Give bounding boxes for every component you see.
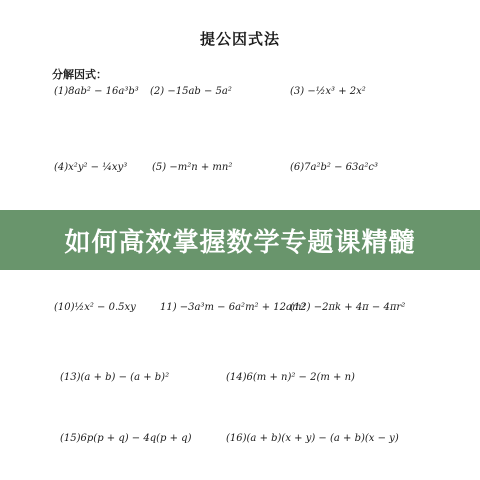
problem-16: (16)(a + b)(x + y) − (a + b)(x − y) (226, 433, 399, 444)
problem-5: (5) −m²n + mn² (152, 162, 233, 173)
worksheet-subtitle: 分解因式： (52, 68, 107, 81)
worksheet-title: 提公因式法 (199, 30, 280, 48)
problem-11: 11) −3a³m − 6a²m² + 12am³ (160, 302, 306, 313)
problem-15: (15)6p(p + q) − 4q(p + q) (60, 433, 192, 444)
problem-6: (6)7a²b² − 63a²c³ (290, 162, 378, 173)
banner-title: 如何高效掌握数学专题课精髓 (64, 227, 416, 258)
problem-1: (1)8ab² − 16a³b³ (54, 86, 139, 97)
problem-10: (10)½x² − 0.5xy (54, 302, 136, 313)
problem-13: (13)(a + b) − (a + b)² (60, 372, 170, 383)
overlay-banner (0, 210, 480, 270)
problem-3: (3) −½x³ + 2x² (290, 86, 366, 97)
problem-2: (2) −15ab − 5a² (150, 86, 232, 97)
problem-4: (4)x²y² − ¼xy³ (54, 162, 128, 173)
problem-12: (12) −2πk + 4π − 4πr² (290, 302, 406, 313)
problem-14: (14)6(m + n)² − 2(m + n) (226, 372, 355, 383)
